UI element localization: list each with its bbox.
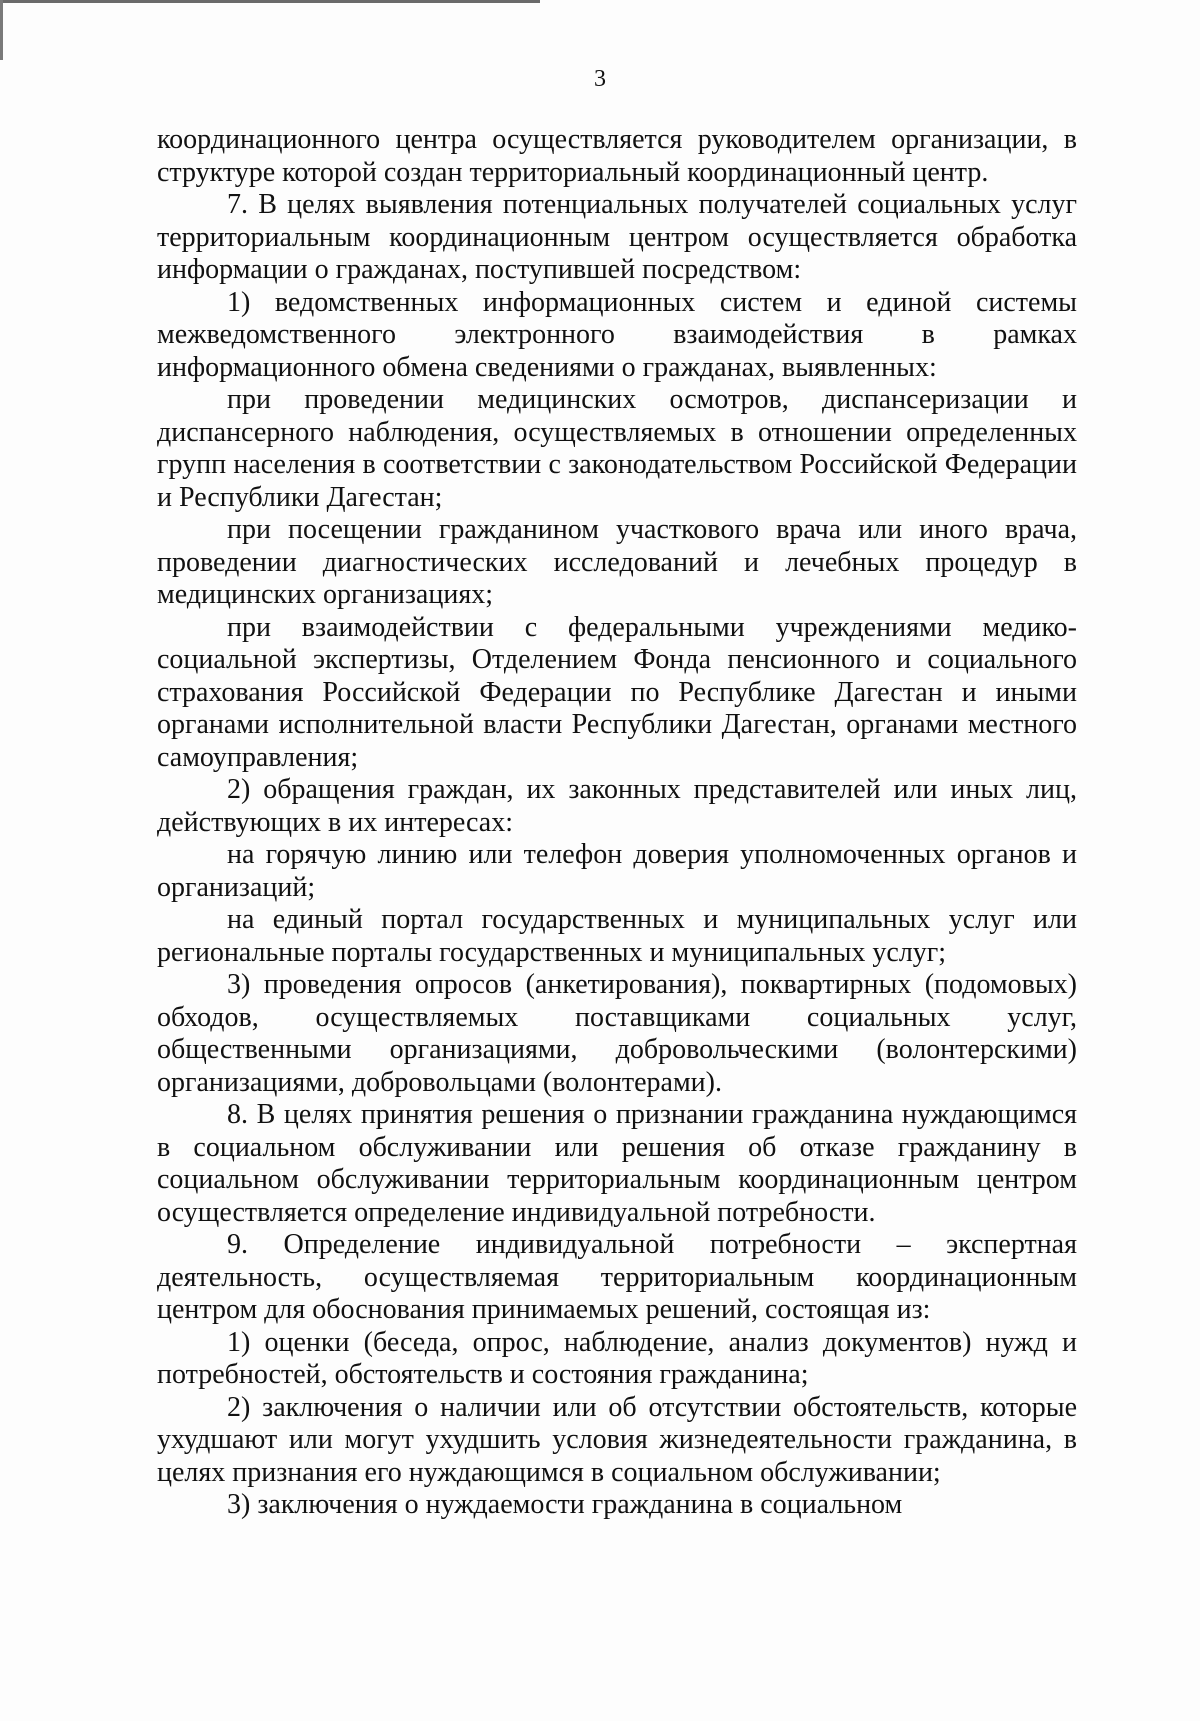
document-body	[157, 124, 1077, 1522]
paragraph-assessment: 1) оценки (беседа, опрос, наблюдение, анализ документов) нужд и потребностей, обстоятельств и состояния гражданина;	[157, 1326, 1077, 1390]
page-number: 3	[594, 66, 606, 92]
paragraph-medical-exams: при проведении медицинских осмотров, диспансеризации и диспансерного наблюдения, осуществляемых в отношении определенных групп населения в соответствии с законодательством Российской Федерации и Республики Дагестан;	[157, 384, 1077, 513]
paragraph-item-7: 7. В целях выявления потенциальных получателей социальных услуг территориальным координационным центром осуществляется обработка информации о гражданах, поступившей посредством:	[157, 189, 1077, 285]
scan-edge-top	[0, 0, 540, 3]
paragraph-subitem-1: 1) ведомственных информационных систем и единой системы межведомственного электронного взаимодействия в рамках информационного обмена сведениями о гражданах, выявленных:	[157, 286, 1077, 383]
paragraph-conclusion-circumstances: 2) заключения о наличии или об отсутствии обстоятельств, которые ухудшают или могут ухудшить условия жизнедеятельности гражданина, в целях признания его нуждающимся в социальном обслуживании;	[157, 1391, 1077, 1488]
paragraph-hotline: на горячую линию или телефон доверия уполномоченных органов и организаций;	[157, 839, 1077, 903]
paragraph-doctor-visit: при посещении гражданином участкового врача или иного врача, проведении диагностических исследований и лечебных процедур в медицинских организациях;	[157, 514, 1077, 610]
scan-edge-left	[0, 0, 3, 60]
paragraph-subitem-2: 2) обращения граждан, их законных представителей или иных лиц, действующих в их интересах:	[157, 774, 1077, 838]
paragraph-item-9: 9. Определение индивидуальной потребности – экспертная деятельность, осуществляемая территориальным координационным центром для обоснования принимаемых решений, состоящая из:	[157, 1229, 1077, 1325]
paragraph-federal-cooperation: при взаимодействии с федеральными учреждениями медико-социальной экспертизы, Отделением Фонда пенсионного и социального страхования Российской Федерации по Республике Дагестан и иными органами исполнительной власти Республики Дагестан, органами местного самоуправления;	[157, 611, 1077, 773]
paragraph-conclusion-need: 3) заключения о нуждаемости гражданина в социальном	[227, 1489, 903, 1520]
paragraph-continuation: координационного центра осуществляется руководителем организации, в структуре которой создан территориальный координационный центр.	[157, 124, 1077, 188]
paragraph-subitem-3: 3) проведения опросов (анкетирования), поквартирных (подомовых) обходов, осуществляемых поставщиками социальных услуг, общественными организациями, добровольческими (волонтерскими) организациями, добровольцами (волонтерами).	[157, 969, 1077, 1098]
paragraph-portal: на единый портал государственных и муниципальных услуг или региональные порталы государственных и муниципальных услуг;	[157, 904, 1077, 968]
paragraph-item-8: 8. В целях принятия решения о признании гражданина нуждающимся в социальном обслуживании или решения об отказе гражданину в социальном обслуживании территориальным координационным центром осуществляется определение индивидуальной потребности.	[157, 1099, 1077, 1228]
